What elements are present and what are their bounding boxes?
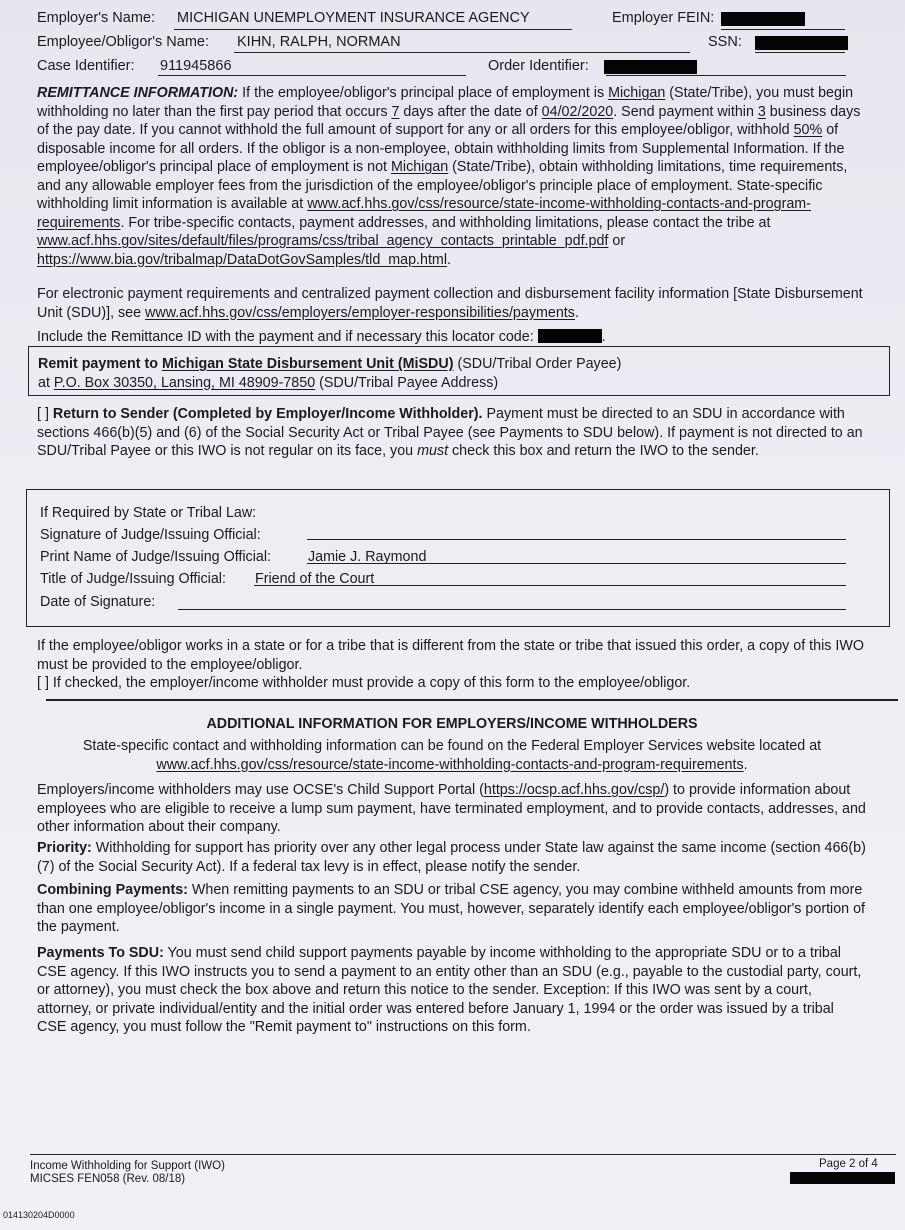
employer-fein-label: Employer FEIN: [612, 10, 715, 26]
remittance-text: (State/Tribe), you must begin withholding no later than the first pay period that occurs [37, 85, 854, 120]
locator-code-redacted [538, 329, 602, 343]
electronic-text: For electronic payment requirements and centralized payment collection and disbursement facility information [State Disbursement Unit (SDU)], see [37, 286, 863, 321]
employer-fein-redacted [721, 12, 805, 26]
payments-link[interactable]: www.acf.hhs.gov/css/employers/employer-responsibilities/payments [145, 304, 575, 321]
print-name-value: Jamie J. Raymond [308, 549, 427, 565]
locator-end: . [601, 329, 606, 345]
locator-text: Include the Remittance ID with the payment and if necessary this locator code: [37, 329, 534, 345]
child-support-portal-link[interactable]: https://ocsp.acf.hhs.gov/csp/ [483, 782, 665, 798]
copy-notice-text: If the employee/obligor works in a state or for a tribe that is different from the state or tribe that issued this order, a copy of this IWO must be provided to the employee/obligor. [37, 638, 864, 673]
combining-payments-info [37, 881, 867, 937]
ssn-label: SSN: [708, 34, 742, 50]
electronic-text-end: . [574, 304, 579, 321]
order-identifier-redacted [604, 60, 697, 74]
signature-label: Signature of Judge/Issuing Official: [40, 527, 261, 543]
priority-info [37, 839, 867, 876]
return-to-sender-text: check this box and return the IWO to the sender. [448, 443, 759, 459]
date-of-signature-label: Date of Signature: [40, 594, 156, 610]
electronic-payment-info [37, 285, 867, 322]
document-code: 014130204D0000 [3, 1210, 75, 1220]
return-to-sender-title: Return to Sender (Completed by Employer/Income Withholder). [48, 406, 483, 422]
withhold-percent-value: 50% [793, 122, 823, 138]
footer-redacted [790, 1172, 895, 1184]
payments-to-sdu-label: Payments To SDU: [37, 945, 164, 961]
remittance-text: days after the date of [399, 103, 542, 120]
ssn-underline [755, 52, 845, 53]
days-value: 7 [391, 103, 400, 120]
employee-name-value: KIHN, RALPH, NORMAN [237, 34, 401, 50]
order-identifier-label: Order Identifier: [488, 58, 589, 74]
additional-info-heading: ADDITIONAL INFORMATION FOR EMPLOYERS/INCOME WITHHOLDERS [206, 716, 698, 732]
state-specific-end: . [743, 756, 748, 773]
payee-note: (SDU/Tribal Order Payee) [453, 356, 622, 372]
state-value: Michigan [608, 85, 666, 101]
portal-info [37, 781, 867, 837]
return-to-sender-checkbox[interactable]: [ ] [37, 406, 49, 422]
form-title: Income Withholding for Support (IWO) [30, 1160, 225, 1172]
title-label: Title of Judge/Issuing Official: [40, 571, 226, 587]
signature-heading: If Required by State or Tribal Law: [40, 505, 257, 521]
copy-checkbox[interactable]: [ ] [37, 675, 49, 691]
remittance-text: of disposable income for all orders. If the obligor is a non-employee, obtain withholding limits from Supplemental Information. If the employee/obligor's principal place of employment is not [37, 122, 845, 175]
tribal-contacts-link[interactable]: www.acf.hhs.gov/sites/default/files/programs/css/tribal_agency_contacts_printable_pdf.pdf [37, 233, 609, 249]
remittance-text: . Send payment within [613, 103, 758, 120]
remit-lead: Remit payment to [38, 356, 162, 372]
section-divider [46, 699, 898, 701]
case-identifier-value: 911945866 [160, 58, 232, 74]
copy-check-text: If checked, the employer/income withholder must provide a copy of this form to the employee/obligor. [48, 675, 691, 691]
title-line [254, 585, 846, 586]
print-name-line [307, 563, 846, 564]
state-specific-link[interactable]: www.acf.hhs.gov/css/resource/state-income-withholding-contacts-and-program-requirements [156, 756, 744, 773]
employee-name-label: Employee/Obligor's Name: [37, 34, 210, 50]
remit-at: at [38, 374, 54, 391]
page-number: Page 2 of 4 [819, 1158, 878, 1170]
remittance-text: If the employee/obligor's principal place of employment is [238, 85, 609, 101]
payee-address: P.O. Box 30350, Lansing, MI 48909-7850 [53, 374, 316, 391]
case-identifier-label: Case Identifier: [37, 58, 135, 74]
order-date-value: 04/02/2020 [541, 103, 614, 120]
remittance-information [37, 84, 867, 269]
case-identifier-underline [158, 75, 466, 76]
portal-text: Employers/income withholders may use OCSE's Child Support Portal ( [37, 782, 484, 798]
remittance-text: . For tribe-specific contacts, payment addresses, and withholding limitations, please contact the tribe at [120, 214, 771, 231]
print-name-label: Print Name of Judge/Issuing Official: [40, 549, 271, 565]
address-note: (SDU/Tribal Payee Address) [315, 374, 499, 391]
remit-payment-box [28, 346, 890, 396]
business-days-value: 3 [757, 103, 766, 120]
footer-divider [30, 1154, 896, 1155]
employer-name-label: Employer's Name: [37, 10, 155, 26]
state-limits-link[interactable]: www.acf.hhs.gov/css/resource/state-income-withholding-contacts-and-program-requirements [37, 196, 811, 231]
employee-name-underline [234, 52, 690, 53]
state-value: Michigan [390, 159, 449, 175]
locator-code-line [37, 328, 867, 347]
combining-payments-text: When remitting payments to an SDU or tribal CSE agency, you may combine withheld amounts from more than one employee/obligor's income in a single payment. You must, however, separately identify each employee/obligor's portion of the payment. [37, 882, 866, 935]
remittance-text: (State/Tribe), obtain withholding limitations, time requirements, and any allowable employer fees from the jurisdiction of the employee/obligor's principle place of employment. State-specific withholding limit information is available at [37, 159, 848, 212]
return-to-sender [37, 405, 867, 461]
title-value: Friend of the Court [255, 571, 375, 587]
ssn-redacted [755, 36, 848, 50]
form-code: MICSES FEN058 (Rev. 08/18) [30, 1173, 186, 1185]
remittance-text: . [447, 251, 452, 268]
payee-name: Michigan State Disbursement Unit (MiSDU) [161, 356, 454, 372]
order-identifier-underline [606, 75, 846, 76]
priority-label: Priority: [37, 840, 92, 856]
date-of-signature-line[interactable] [178, 609, 846, 610]
remittance-text: business days of the pay date. If you cannot withhold the full amount of support for any or all orders for this employee/obligor, withhold [37, 103, 861, 138]
state-specific-info [37, 737, 867, 774]
remittance-title: REMITTANCE INFORMATION: [37, 85, 239, 101]
state-specific-text: State-specific contact and withholding information can be found on the Federal Employer Services website located at [82, 738, 822, 754]
employer-fein-underline [721, 29, 845, 30]
employer-name-underline [174, 29, 572, 30]
payments-to-sdu-info [37, 944, 867, 1037]
tribal-map-link[interactable]: https://www.bia.gov/tribalmap/DataDotGovSamples/tld_map.html [37, 251, 448, 268]
copy-notice [37, 637, 882, 693]
signature-line[interactable] [307, 539, 846, 540]
remittance-text: or [608, 233, 626, 249]
combining-payments-label: Combining Payments: [37, 882, 188, 898]
must-emphasis: must [417, 443, 449, 459]
employer-name-value: MICHIGAN UNEMPLOYMENT INSURANCE AGENCY [177, 10, 530, 26]
priority-text: Withholding for support has priority over any other legal process under State law against the same income (section 466(b)(7) of the Social Security Act). If a federal tax levy is in effect, please notify the sender. [37, 840, 866, 875]
portal-text: ) to provide information about employees who are eligible to receive a lump sum payment, have terminated employment, and to provide contacts, addresses, and other information about their company. [37, 782, 866, 835]
return-to-sender-text: Payment must be directed to an SDU in accordance with sections 466(b)(5) and (6) of the Social Security Act or Tribal Payee (see Payments to SDU below). If payment is not directed to an SDU/Tribal Payee or this IWO is not regular on its face, you [37, 406, 863, 459]
payments-to-sdu-text: You must send child support payments payable by income withholding to the appropriate SDU or to a tribal CSE agency. If this IWO instructs you to send a payment to an entity other than an SDU (e.g., payable to the custodial party, court, or attorney), you must check the box above and return this notice to the sender. Exception: If this IWO was sent by a court, attorney, or private individual/entity and the initial order was entered before January 1, 1994 or the order was issued by a tribal CSE agency, you must follow the "Remit payment to" instructions on this form. [37, 945, 862, 1035]
